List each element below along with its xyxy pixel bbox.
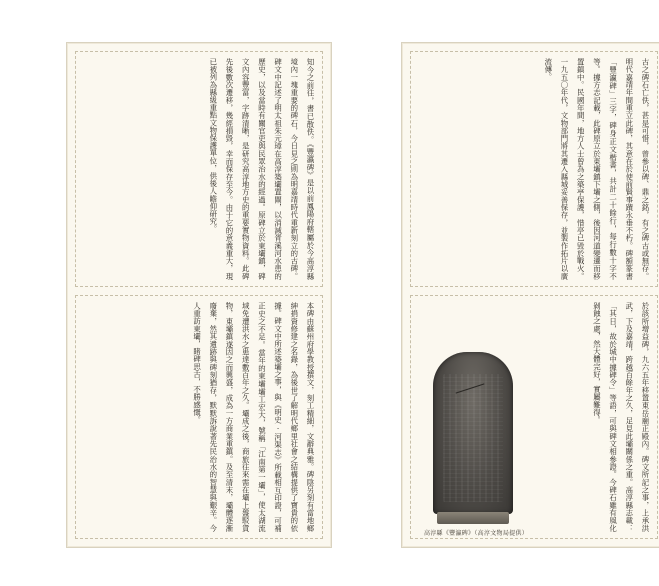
right-top-text: 古之碑石亡佚，甚是可惜，曾參以碑、鼎之銘，有之碑古或無存。明代嘉靖年間重立此碑，其意在於使前賢事蹟永垂不朽。碑額篆書「豐瀛碑」三字，碑身正文楷書，共計二十餘行，每行數十字不等。據方志記載，此碑原立於東壩鎮下壩之側，後因河道變遷而移置鎮中。民國年間，地方人士曾為之築亭保護，惜亭已毀於戰火。一九五〇年代，文物部門將其遷入縣城妥善保存，並製作拓片以廣流傳。 [543, 58, 650, 280]
left-bottom-text: 本碑由蘇州府學教授撰文，刻工精細，文辭典雅。碑陰另刻有當地鄉紳捐資修建之名錄，為後世了解明代鄉里社會之結構提供了寶貴的依據。碑文中所述築壩之事，與《明史·河渠志》所載相互印證，可補正史之不足。當年的東壩壩工宏大，號稱「江南第一壩」，使太湖流域免遭洪水之患達數百年之久。壩成之後，商旅往來需在壩上盤駁貨物，東壩鎮遂因之而興盛，成為一方商業重鎮。及至清末，壩體逐漸廢棄，然其遺跡與碑刻猶存，默默訴說著先民治水的智慧與艱辛。今人重訪東壩，睹碑思古，不勝感慨。 [192, 302, 315, 532]
stele-photo [429, 348, 517, 524]
left-bottom-text-block [75, 295, 323, 539]
right-bottom-text: 於該所增益碑，九六五年移置東岳廟正殿內。碑文所記之事，上承洪武，下及嘉靖，跨越百餘年之久，足見此壩關係之重。高淳縣志載：「其日，故於城中據碑令」等語，可與碑文相參證。今碑石雖有風化剝蝕之處，然大體完好，實屬難得。 [592, 302, 650, 532]
right-page [401, 42, 659, 548]
left-top-text-block [75, 51, 323, 287]
stele-image [433, 352, 513, 514]
left-top-text: 知今之前往，書已散佚。《豐瀛碑》是以前鳳陽府轄屬於今高淳縣境內一塊重要的碑石，今日見之則為明嘉靖時代重新刻立的古碑。碑文中記述了明太祖朱元璋在高淳築壩置閘，以消減胥溪河水患的歷史，以及當時有關官吏與民眾治水的經過。原碑立於東壩鎮，碑文內容豐富，字跡清晰，是研究高淳地方史的重要實物資料。此碑先後數次遷移，幾經損毀，幸而保存至今。由于它的意義重大，現已被列為縣級重點文物保護單位，供後人瞻仰研究。 [208, 58, 315, 280]
stele-base [437, 512, 509, 524]
left-page [66, 42, 332, 548]
right-top-text-block [410, 51, 658, 287]
right-bottom-block [410, 295, 658, 539]
photo-caption: 高淳縣《豐瀛碑》（高淳文物局提供） [423, 530, 529, 537]
